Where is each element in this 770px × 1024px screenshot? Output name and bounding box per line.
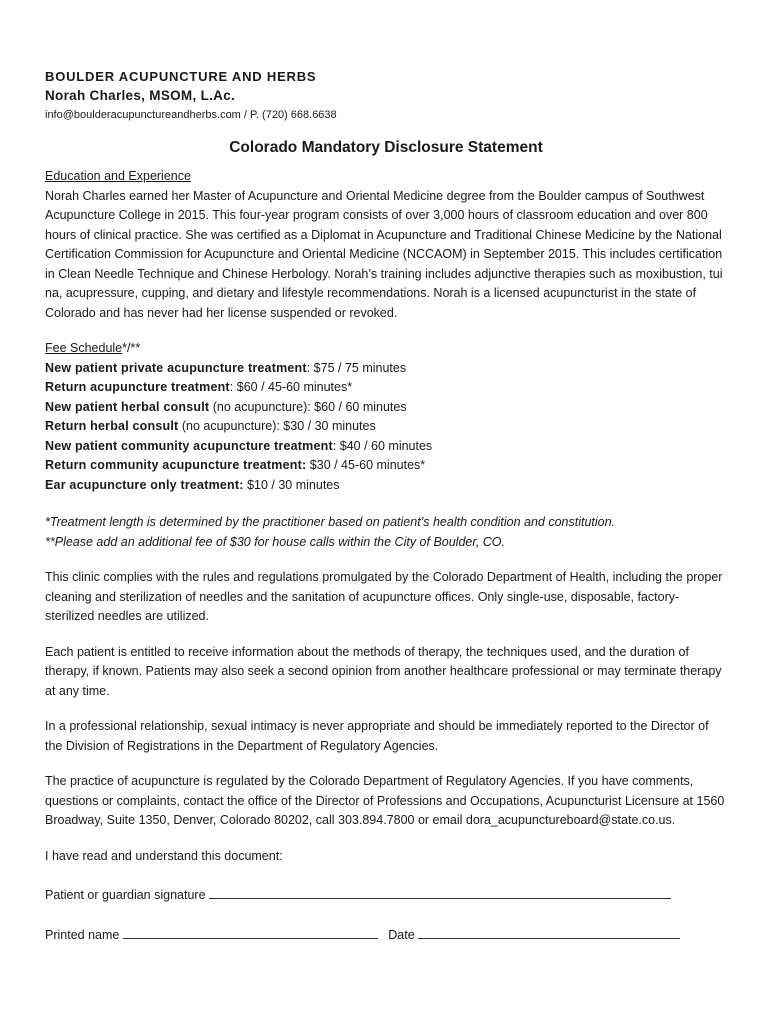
date-label: Date: [388, 927, 415, 942]
fee-heading-suffix: */**: [122, 341, 141, 355]
fee-item: [45, 378, 727, 398]
date-field[interactable]: [418, 926, 680, 939]
fee-item: [45, 398, 727, 418]
fee-item: [45, 456, 727, 476]
fee-item-detail: $10 / 30 minutes: [243, 477, 340, 492]
fee-item: [45, 359, 727, 379]
patient-rights-paragraph: Each patient is entitled to receive information about the methods of therapy, the techniques used, and the duration of therapy, if known. Patients may also seek a second opinion from another healthcare professional or may terminate therapy at any time.: [45, 644, 722, 698]
patient-signature-label: Patient or guardian signature: [45, 888, 206, 902]
fee-list: [45, 359, 727, 496]
fee-item-label: New patient herbal consult: [45, 399, 210, 414]
fee-item-label: Ear acupuncture only treatment:: [45, 477, 244, 492]
patient-signature-line: [45, 886, 727, 906]
compliance-paragraph: This clinic complies with the rules and regulations promulgated by the Colorado Department of Health, including the proper cleaning and sterilization of needles and the sanitation of acupuncture offices. Only single-use, disposable, factory-sterilized needles are utilized.: [45, 570, 723, 623]
treatment-length-note: *Treatment length is determined by the practitioner based on patient’s health condition and constitution.: [45, 515, 616, 529]
fee-item-detail: (no acupuncture): $30 / 30 minutes: [178, 419, 376, 433]
fee-item-detail: : $75 / 75 minutes: [306, 360, 407, 375]
practitioner-name: Norah Charles, MSOM, L.Ac.: [45, 88, 236, 103]
fee-item-label: New patient private acupuncture treatment: [45, 360, 307, 375]
fee-item-detail: : $60 / 45-60 minutes*: [229, 380, 353, 394]
acknowledgement-text: I have read and understand this document:: [45, 848, 283, 863]
house-call-note: **Please add an additional fee of $30 for house calls within the City of Boulder, CO.: [45, 534, 506, 549]
fee-item-label: New patient community acupuncture treatment: [45, 438, 333, 453]
intimacy-paragraph: In a professional relationship, sexual intimacy is never appropriate and should be immediately reported to the Director of the Division of Registrations in the Department of Regulatory Agencies.: [45, 719, 709, 753]
disclosure-document: [45, 68, 727, 945]
education-text: Norah Charles earned her Master of Acupuncture and Oriental Medicine degree from the Boulder campus of Southwest Acupuncture College in 2015. This four-year program consists of over 3,000 hours of classroom education and over 800 hours of clinical practice. She was certified as a Diplomat in Acupuncture and Traditional Chinese Medicine by the National Certification Commission for Acupuncture and Oriental Medicine (NCCAOM) in September 2015. This includes certification in Clean Needle Technique and Chinese Herbology. Norah’s training includes adjunctive therapies such as moxibustion, tui na, acupressure, cupping, and dietary and lifestyle recommendations. Norah is a licensed acupuncturist in the state of Colorado and has never had her license suspended or revoked.: [45, 188, 723, 320]
education-section: [45, 167, 727, 323]
patient-signature-field[interactable]: [209, 886, 671, 899]
fee-item: [45, 437, 727, 457]
fee-item: [45, 417, 727, 437]
fee-item-detail: $30 / 45-60 minutes*: [306, 458, 426, 472]
printed-name-field[interactable]: [123, 926, 378, 939]
printed-name-line: [45, 926, 727, 946]
fee-item-label: Return acupuncture treatment: [45, 380, 230, 394]
organization-name: BOULDER ACUPUNCTURE AND HERBS: [45, 69, 317, 84]
printed-name-label: Printed name: [45, 927, 120, 942]
fee-item-detail: (no acupuncture): $60 / 60 minutes: [209, 399, 407, 414]
fee-item-detail: : $40 / 60 minutes: [332, 438, 433, 453]
fee-notes: [45, 513, 727, 552]
page-title: Colorado Mandatory Disclosure Statement: [229, 139, 543, 156]
fee-section: [45, 339, 727, 495]
fee-item-label: Return herbal consult: [45, 419, 179, 433]
fee-item: [45, 476, 727, 496]
education-heading: Education and Experience: [45, 169, 191, 183]
fee-heading: Fee Schedule: [45, 341, 123, 355]
fee-item-label: Return community acupuncture treatment:: [45, 458, 307, 472]
regulation-paragraph: The practice of acupuncture is regulated by the Colorado Department of Regulatory Agencies. If you have comments, questions or complaints, contact the office of the Director of Professions and Occupations, Acupuncturist Licensure at 1560 Broadway, Suite 1350, Denver, Colorado 80202, call 303.894.7800 or email dora_acupunctureboard@state.co.us.: [45, 774, 725, 827]
contact-info: info@boulderacupunctureandherbs.com / P. (720) 668.6638: [45, 109, 337, 121]
